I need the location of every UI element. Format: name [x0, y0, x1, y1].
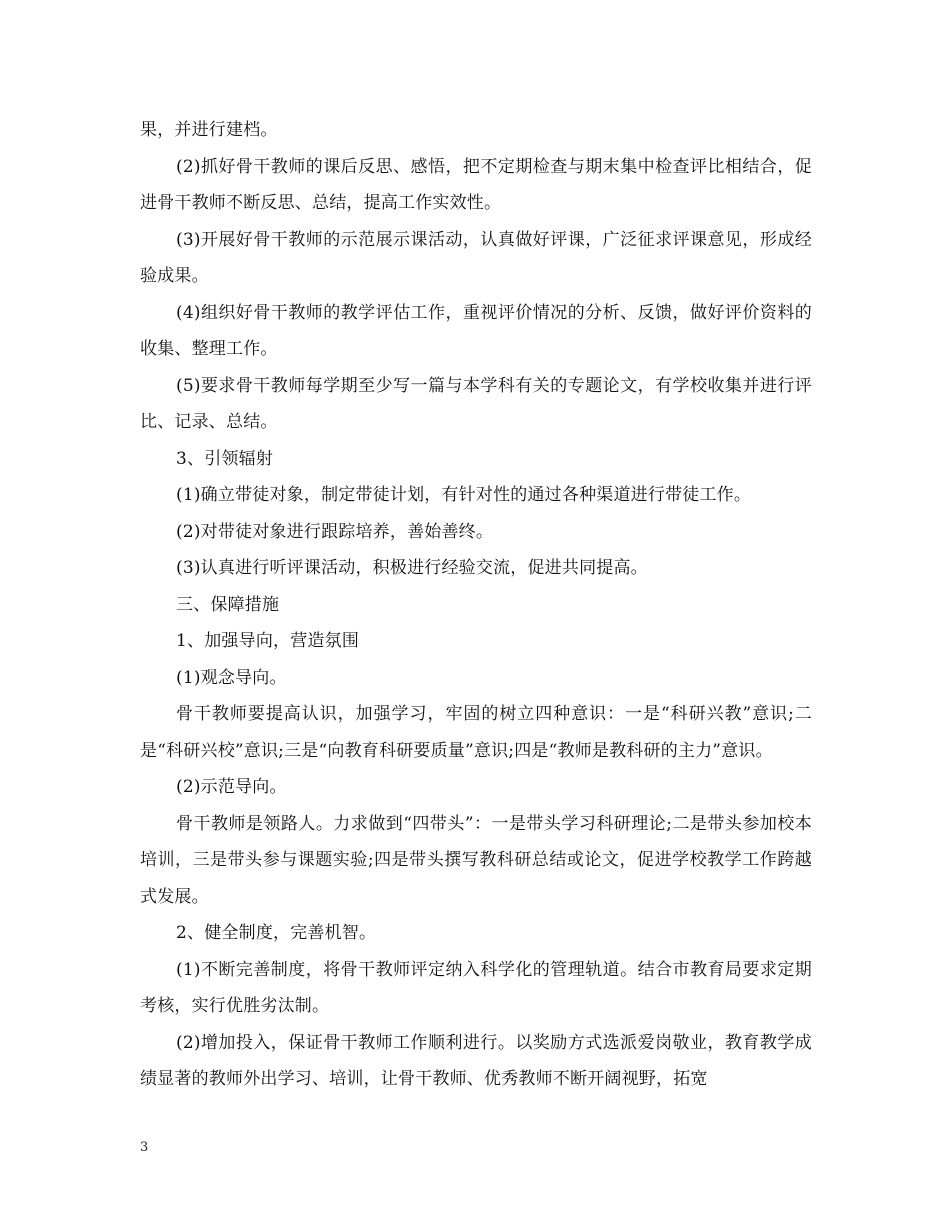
paragraph: (3)开展好骨干教师的示范展示课活动，认真做好评课，广泛征求评课意见，形成经验成果。 — [140, 229, 812, 286]
paragraph: 三、保障措施 — [176, 594, 280, 615]
paragraph: (2)示范导向。 — [176, 777, 287, 797]
paragraph: (1)不断完善制度，将骨干教师评定纳入科学化的管理轨道。结合市教育局要求定期考核，实行优胜劣汰制。 — [140, 959, 812, 1016]
paragraph: (2)抓好骨干教师的课后反思、感悟，把不定期检查与期末集中检查评比相结合，促进骨干教师不断反思、总结，提高工作实效性。 — [140, 156, 812, 213]
paragraph: 果，并进行建档。 — [140, 120, 278, 140]
paragraph: (4)组织好骨干教师的教学评估工作，重视评价情况的分析、反馈，做好评价资料的收集、整理工作。 — [140, 302, 812, 359]
page-number: 3 — [140, 1140, 149, 1155]
paragraph: 骨干教师要提高认识，加强学习，牢固的树立四种意识：一是“科研兴教”意识;二是“科研兴校”意识;三是“向教育科研要质量”意识;四是“教师是教科研的主力”意识。 — [140, 704, 812, 761]
paragraph: 1、加强导向，营造氛围 — [176, 631, 360, 651]
paragraph: 骨干教师是领路人。力求做到“四带头”：一是带头学习科研理论;二是带头参加校本培训，三是带头参与课题实验;四是带头撰写教科研总结或论文，促进学校教学工作跨越式发展。 — [140, 813, 812, 907]
paragraph: (3)认真进行听评课活动，积极进行经验交流，促进共同提高。 — [176, 558, 648, 578]
document-body — [140, 112, 812, 1098]
paragraph: (1)确立带徒对象，制定带徒计划，有针对性的通过各种渠道进行带徒工作。 — [176, 485, 752, 505]
paragraph: 2、健全制度，完善机智。 — [176, 923, 377, 943]
paragraph: (2)增加投入，保证骨干教师工作顺利进行。以奖励方式选派爱岗敬业，教育教学成绩显著的教师外出学习、培训，让骨干教师、优秀教师不断开阔视野，拓宽 — [140, 1032, 812, 1089]
paragraph: (5)要求骨干教师每学期至少写一篇与本学科有关的专题论文，有学校收集并进行评比、记录、总结。 — [140, 375, 812, 432]
paragraph: (1)观念导向。 — [176, 667, 287, 688]
paragraph: (2)对带徒对象进行跟踪培养，善始善终。 — [176, 521, 494, 542]
paragraph: 3、引领辐射 — [176, 448, 274, 469]
